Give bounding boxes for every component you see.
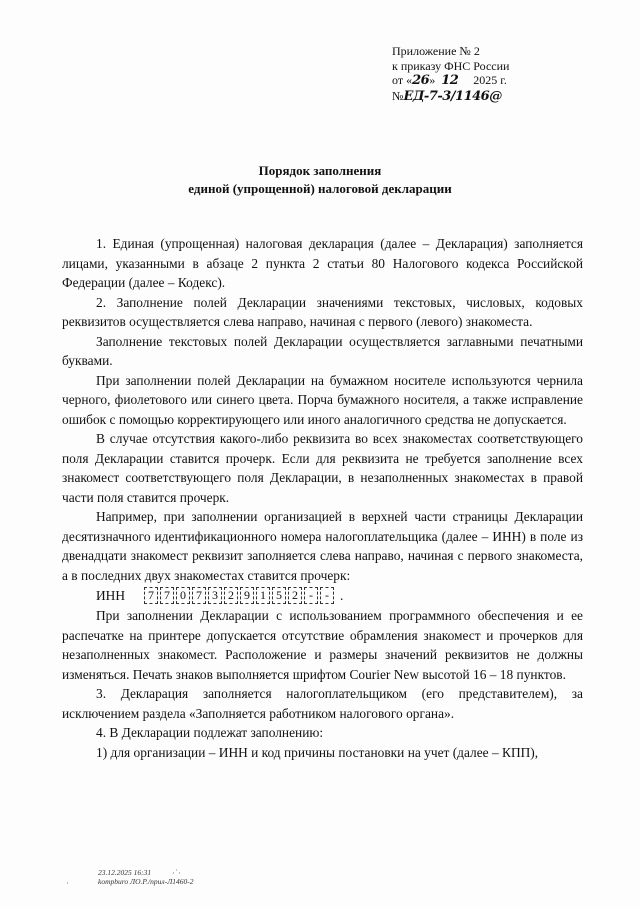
inn-cells — [144, 587, 336, 604]
paragraph-10: 1) для организации – ИНН и код причины постановки на учет (далее – КПП), — [96, 744, 539, 760]
date-prefix: от « — [392, 73, 413, 87]
order-reference: к приказу ФНС России — [392, 58, 510, 73]
paragraph-7: При заполнении Декларации с использованием программного обеспечения и ее распечатке на принтере допускается отсутствие обрамления знакомест и прочерков для незаполненных знакомест. Расположение и размеры значений реквизитов не должны изменяться. Печать знаков выполняется шрифтом Courier New высотой 16 – 18 пунктов. — [62, 608, 583, 682]
inn-cell: 3 — [208, 587, 222, 604]
scan-marker: · — [66, 878, 69, 888]
date-year: 2025 г. — [473, 73, 507, 87]
inn-cell: 2 — [224, 587, 238, 604]
title-line-2: единой (упрощенной) налоговой декларации — [188, 181, 452, 196]
footer-timestamp: 23.12.2025 16:31 — [98, 868, 152, 877]
date-month-handwritten: 12 — [441, 73, 459, 88]
inn-cell: 7 — [192, 587, 206, 604]
paragraph-9: 4. В Декларации подлежат заполнению: — [96, 725, 324, 740]
scan-marker: ·˙· — [172, 868, 181, 878]
paragraph-4: При заполнении полей Декларации на бумажном носителе используются чернила черного, фиолетового или синего цвета. Порча бумажного носителя, а также исправление ошибок с помощью корректирующего или иного аналогичного средства не допускается. — [62, 372, 583, 427]
inn-example — [62, 585, 583, 606]
inn-label: ИНН — [96, 587, 126, 603]
date-mid: » — [429, 73, 436, 87]
number-prefix: № — [392, 88, 404, 103]
document-title — [0, 162, 640, 198]
inn-cell: - — [304, 587, 318, 604]
paragraph-8: 3. Декларация заполняется налогоплательщиком (его представителем), за исключением раздела «Заполняется работником налогового органа». — [62, 686, 583, 721]
inn-cell: 7 — [160, 587, 174, 604]
inn-cell: 5 — [272, 587, 286, 604]
order-number — [392, 89, 612, 105]
date-day-handwritten: 26 — [412, 73, 430, 88]
approval-block — [392, 44, 612, 104]
footer-file-path: kompburo ЛО.Р./прил-Л1460-2 — [98, 877, 194, 886]
paragraph-6: Например, при заполнении организацией в верхней части страницы Декларации десятизначного идентификационного номера налогоплательщика (далее – ИНН) в поле из двенадцати знакомест реквизит заполняется слева направо, начиная с первого знакоместа, а в последних двух знакоместах ставится прочерк: — [62, 509, 583, 583]
footer-stamp — [98, 868, 194, 886]
inn-cell: - — [320, 587, 334, 604]
inn-cell: 0 — [176, 587, 190, 604]
order-date — [392, 73, 612, 89]
title-line-1: Порядок заполнения — [258, 163, 382, 178]
number-handwritten: ЕД-7-3/1146@ — [403, 88, 502, 104]
inn-period: . — [340, 587, 344, 603]
inn-cell: 2 — [288, 587, 302, 604]
paragraph-5: В случае отсутствия какого-либо реквизита во всех знакоместах соответствующего поля Декларации ставится прочерк. Если для реквизита не требуется заполнение всех знакомест соответствующего поля Декларации, в незаполненных знакоместах в правой части поля ставится прочерк. — [62, 431, 583, 505]
paragraph-3: Заполнение текстовых полей Декларации осуществляется заглавными печатными буквами. — [62, 333, 583, 368]
paragraph-1: 1. Единая (упрощенная) налоговая декларация (далее – Декларация) заполняется лицами, указанными в абзаце 2 пункта 2 статьи 80 Налогового кодекса Российской Федерации (далее – Кодекс). — [62, 236, 583, 290]
inn-cell: 7 — [144, 587, 158, 604]
inn-cell: 1 — [256, 587, 270, 604]
inn-cell: 9 — [240, 587, 254, 604]
paragraph-2: 2. Заполнение полей Декларации значениями текстовых, числовых, кодовых реквизитов осуществляется слева направо, начиная с первого (левого) знакоместа. — [62, 294, 583, 329]
document-body — [62, 234, 583, 762]
appendix-number: Приложение № 2 — [392, 44, 480, 58]
